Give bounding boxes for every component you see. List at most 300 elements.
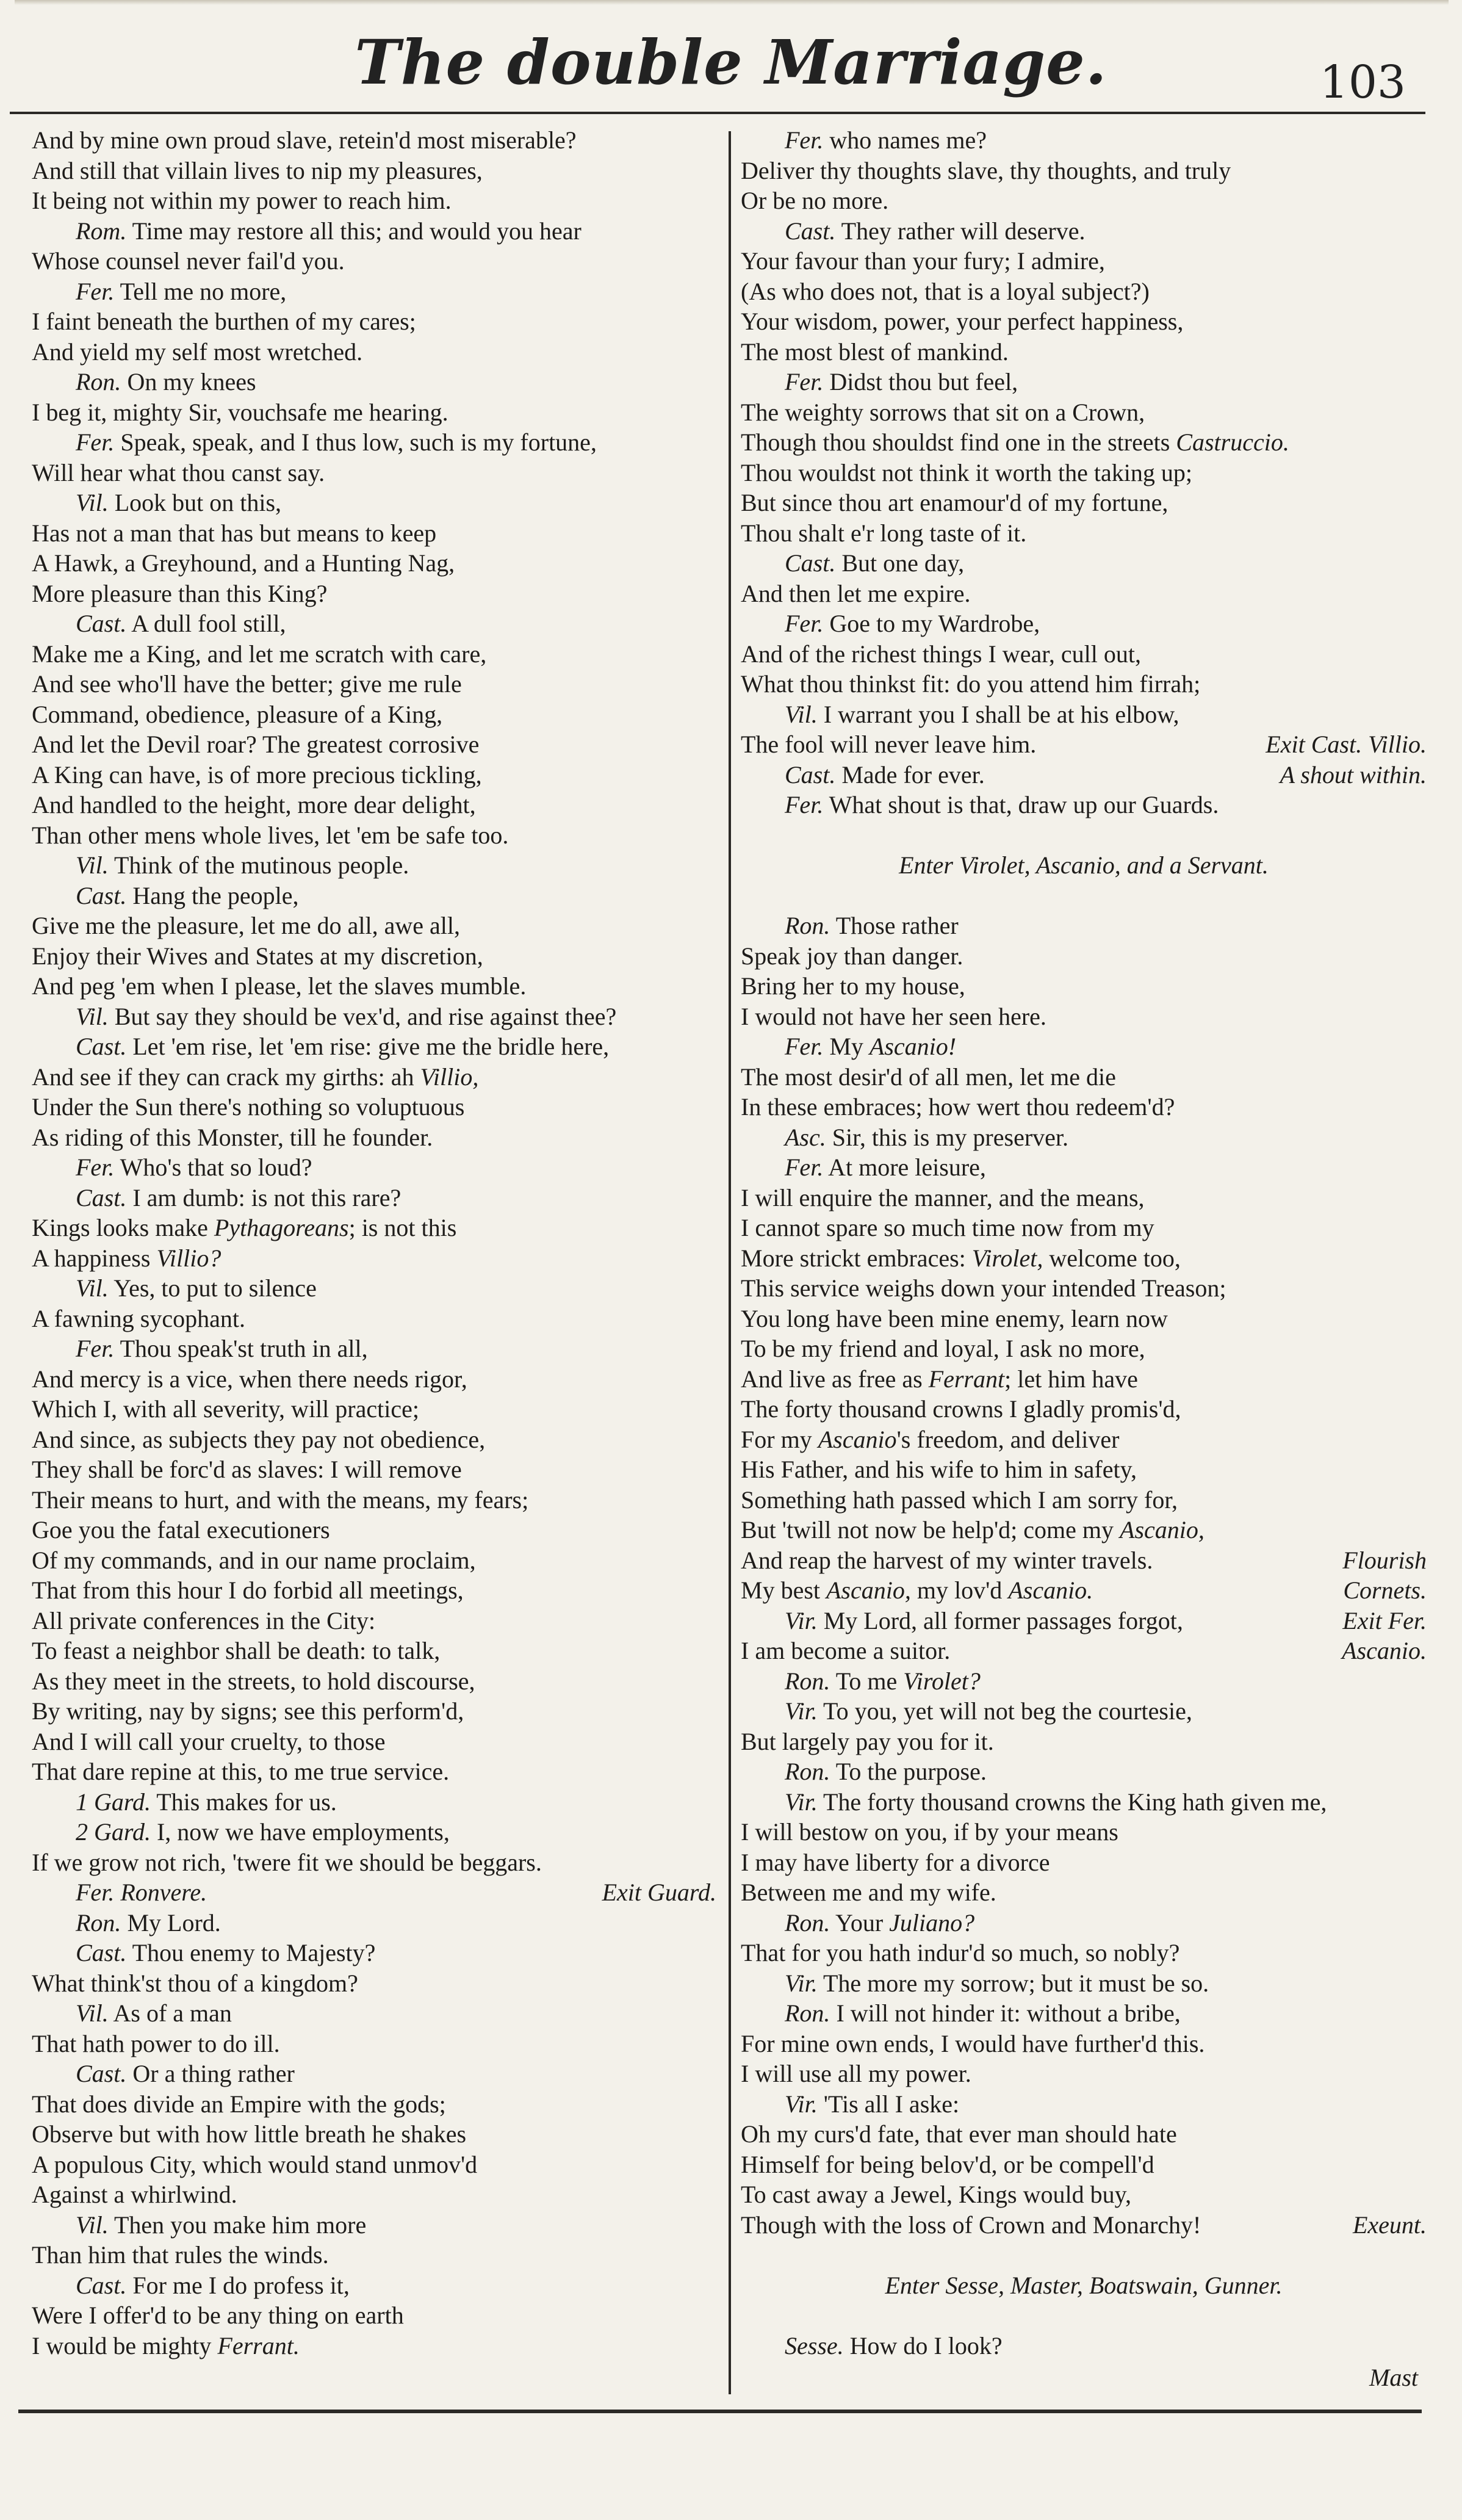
line-text: Enjoy their Wives and States at my discretion,	[32, 942, 483, 970]
verse-line	[32, 1817, 716, 1847]
line-text: It being not within my power to reach him.	[32, 187, 452, 214]
line-text: The most desir'd of all men, let me die	[741, 1063, 1116, 1091]
verse-line	[32, 518, 716, 549]
line-text: That from this hour I do forbid all meetings,	[32, 1576, 464, 1604]
line-text: A dull fool still,	[126, 610, 286, 637]
verse-line	[741, 1968, 1427, 1999]
verse-line	[32, 1998, 716, 2029]
verse-line	[32, 2210, 716, 2240]
verse-line	[741, 639, 1427, 670]
verse-line	[32, 156, 716, 186]
line-text: A King can have, is of more precious tickling,	[32, 760, 482, 789]
verse-line	[741, 2089, 1427, 2120]
line-text: And peg 'em when I please, let the slaves mumble.	[32, 972, 527, 1000]
verse-line	[741, 729, 1427, 760]
line-text: Speak, speak, and I thus low, such is my fortune,	[114, 428, 597, 456]
verse-line	[741, 1636, 1427, 1666]
bottom-rule	[18, 2410, 1422, 2413]
line-text: The most blest of mankind.	[741, 338, 1009, 366]
line-text: Whose counsel never fail'd you.	[32, 247, 345, 275]
line-text: Observe but with how little breath he shakes	[32, 2120, 467, 2148]
line-text: The weighty sorrows that sit on a Crown,	[741, 398, 1145, 426]
line-text: And of the richest things I wear, cull out,	[741, 640, 1142, 668]
verse-line	[741, 1304, 1427, 1334]
italic-name: Ascanio,	[826, 1576, 911, 1604]
verse-line	[741, 2331, 1427, 2361]
verse-line	[32, 1062, 716, 1092]
line-text: Kings looks make	[32, 1214, 214, 1241]
line-text: To be my friend and loyal, I ask no more,	[741, 1335, 1145, 1362]
line-text: And I will call your cruelty, to those	[32, 1727, 386, 1755]
verse-line	[32, 548, 716, 579]
verse-line	[741, 367, 1427, 397]
verse-line	[741, 216, 1427, 247]
verse-line	[32, 850, 716, 881]
line-text: I, now we have employments,	[150, 1818, 450, 1846]
verse-line	[741, 971, 1427, 1002]
line-text: All private conferences in the City:	[32, 1606, 376, 1634]
speaker-name: Cast.	[76, 881, 127, 909]
blank-line	[741, 2300, 1427, 2331]
line-text: My Lord.	[121, 1908, 221, 1937]
line-text: And let the Devil roar? The greatest corrosive	[32, 731, 480, 758]
line-text: I will enquire the manner, and the means,	[741, 1183, 1145, 1211]
line-text: For my	[741, 1425, 818, 1453]
verse-line	[741, 1727, 1427, 1757]
line-text: I would be mighty	[32, 2331, 218, 2359]
verse-line	[741, 518, 1427, 549]
speaker-name: Fer.	[76, 1153, 115, 1181]
stage-entrance: Enter Virolet, Ascanio, and a Servant.	[899, 851, 1269, 879]
speaker-name: Fer.	[785, 1153, 824, 1181]
line-text: To feast a neighbor shall be death: to talk,	[32, 1637, 441, 1664]
right-column	[741, 125, 1427, 2361]
line-text: I faint beneath the burthen of my cares;	[32, 308, 416, 335]
verse-line	[741, 2179, 1427, 2210]
italic-name: Ascanio	[818, 1425, 897, 1453]
line-text: Your favour than your fury; I admire,	[741, 247, 1105, 275]
line-text: Than other mens whole lives, let 'em be safe too.	[32, 821, 509, 849]
line-text: I will not hinder it: without a bribe,	[830, 1999, 1181, 2027]
speaker-name: Ron.	[785, 1758, 830, 1785]
line-text: What thou thinkst fit: do you attend him firrah;	[741, 670, 1201, 698]
verse-line	[32, 2270, 716, 2301]
speaker-name: Vil.	[76, 1274, 109, 1302]
line-text: Thou wouldst not think it worth the taking up;	[741, 458, 1192, 486]
line-text: Give me the pleasure, let me do all, awe all,	[32, 912, 460, 939]
verse-line	[741, 156, 1427, 186]
verse-line	[741, 1756, 1427, 1787]
line-text: That hath power to do ill.	[32, 2029, 280, 2057]
verse-line	[32, 1696, 716, 1727]
speaker-name: Vir.	[785, 1788, 818, 1816]
line-text: And since, as subjects they pay not obedience,	[32, 1425, 486, 1453]
speaker-name: Ron.	[76, 1908, 121, 1937]
speaker-name: Fer.	[785, 368, 824, 395]
italic-name: Ferrant.	[217, 2331, 300, 2359]
verse-line	[32, 1485, 716, 1515]
verse-line	[32, 1666, 716, 1697]
line-text: Of my commands, and in our name proclaim,	[32, 1546, 476, 1574]
line-text: Make me a King, and let me scratch with care,	[32, 640, 487, 668]
line-text: Under the Sun there's nothing so voluptuous	[32, 1093, 465, 1121]
line-text: And reap the harvest of my winter travels.	[741, 1546, 1153, 1574]
speaker-name: Fer.	[76, 1335, 115, 1362]
line-text: Your wisdom, power, your perfect happiness,	[741, 308, 1184, 335]
verse-line	[741, 1213, 1427, 1243]
line-text: Than him that rules the winds.	[32, 2241, 329, 2269]
verse-line	[32, 2029, 716, 2059]
speaker-name: Cast.	[76, 610, 127, 637]
italic-name: Villio?	[156, 1244, 221, 1272]
header-rule	[10, 112, 1425, 114]
verse-line	[741, 760, 1427, 790]
verse-line	[741, 608, 1427, 639]
speaker-name: Cast.	[76, 1033, 127, 1060]
line-text: And then let me expire.	[741, 579, 971, 607]
verse-line	[741, 186, 1427, 216]
verse-line	[32, 699, 716, 730]
speaker-name: Fer.	[785, 791, 824, 818]
verse-line	[32, 1847, 716, 1878]
stage-direction: Exit Cast. Villio.	[1266, 731, 1427, 758]
line-text: Command, obedience, pleasure of a King,	[32, 700, 443, 728]
verse-line	[741, 1545, 1427, 1576]
speaker-name: Fer.	[76, 277, 115, 305]
verse-line	[32, 1364, 716, 1395]
line-text: And mercy is a vice, when there needs rigor,	[32, 1365, 467, 1393]
verse-line	[741, 2059, 1427, 2089]
speaker-name: Fer.	[785, 610, 824, 637]
line-text: ; let him have	[1004, 1365, 1138, 1393]
verse-line	[32, 458, 716, 488]
stage-direction: Ascanio.	[1342, 1637, 1427, 1664]
verse-line	[32, 1908, 716, 1938]
line-text: To you, yet will not beg the courtesie,	[817, 1697, 1192, 1725]
line-text: my lov'd	[910, 1576, 1009, 1604]
verse-line	[741, 1031, 1427, 1062]
verse-line	[32, 2179, 716, 2210]
verse-line	[741, 790, 1427, 820]
line-text: Though with the loss of Crown and Monarchy!	[741, 2211, 1201, 2239]
italic-name: Virolet,	[971, 1244, 1043, 1272]
line-text: The forty thousand crowns I gladly promis'd,	[741, 1395, 1181, 1423]
line-text: My Lord, all former passages forgot,	[817, 1606, 1183, 1634]
page-edge	[15, 0, 1449, 5]
stage-direction: Cornets.	[1343, 1576, 1427, 1604]
speaker-name: Vil.	[785, 700, 818, 728]
verse-line	[741, 125, 1427, 156]
verse-line	[741, 1122, 1427, 1153]
line-text: How do I look?	[843, 2331, 1003, 2359]
speaker-name: Asc.	[785, 1123, 826, 1151]
verse-line	[741, 548, 1427, 579]
verse-line	[741, 579, 1427, 609]
line-text: And handled to the height, more dear delight,	[32, 791, 476, 818]
line-text: But 'twill not now be help'd; come my	[741, 1516, 1120, 1543]
verse-line	[741, 1454, 1427, 1485]
verse-line	[741, 1002, 1427, 1032]
verse-line	[741, 276, 1427, 307]
line-text: For mine own ends, I would have further'd this.	[741, 2029, 1205, 2057]
verse-line	[32, 790, 716, 820]
line-text: Against a whirlwind.	[32, 2181, 237, 2208]
speaker-name: Vir.	[785, 1697, 818, 1725]
speaker-name: Rom.	[76, 217, 127, 245]
verse-line	[32, 1183, 716, 1213]
verse-line	[741, 1424, 1427, 1455]
verse-line	[32, 1213, 716, 1243]
verse-line	[32, 1002, 716, 1032]
verse-line	[32, 1031, 716, 1062]
verse-line	[741, 1606, 1427, 1636]
verse-line	[32, 2300, 716, 2331]
speaker-name: Vil.	[76, 1999, 109, 2027]
stage-entrance: Enter Sesse, Master, Boatswain, Gunner.	[885, 2271, 1283, 2299]
verse-line	[32, 1938, 716, 1968]
verse-line	[32, 2240, 716, 2270]
verse-line	[32, 1394, 716, 1424]
verse-line	[32, 125, 716, 156]
speaker-name: Ron.	[785, 1667, 830, 1695]
line-text: Didst thou but feel,	[823, 368, 1018, 395]
speaker-name: 1 Gard.	[76, 1788, 151, 1816]
stage-direction: Exit Guard.	[602, 1879, 716, 1906]
page-number: 103	[1319, 56, 1406, 109]
line-text: Which I, with all severity, will practice;	[32, 1395, 419, 1423]
verse-line	[741, 1938, 1427, 1968]
verse-line	[32, 1515, 716, 1545]
line-text: And yield my self most wretched.	[32, 338, 363, 366]
verse-line	[32, 306, 716, 337]
line-text: That for you hath indur'd so much, so nobly?	[741, 1939, 1180, 1966]
line-text: I cannot spare so much time now from my	[741, 1214, 1154, 1241]
verse-line	[741, 1666, 1427, 1697]
verse-line	[32, 971, 716, 1002]
verse-line	[741, 488, 1427, 518]
verse-line	[32, 1575, 716, 1606]
line-text: Thou shalt e'r long taste of it.	[741, 519, 1027, 547]
speaker-name: Ron.	[785, 1999, 830, 2027]
line-text: I may have liberty for a divorce	[741, 1848, 1050, 1876]
verse-line	[32, 820, 716, 851]
line-text: Those rather	[830, 912, 959, 939]
line-text: Oh my curs'd fate, that ever man should hate	[741, 2120, 1177, 2148]
line-text: My best	[741, 1576, 826, 1604]
line-text: My	[823, 1033, 870, 1060]
speaker-name: Ron.	[785, 912, 830, 939]
line-text: His Father, and his wife to him in safety,	[741, 1456, 1137, 1483]
verse-line	[741, 2029, 1427, 2059]
line-text: The forty thousand crowns the King hath given me,	[817, 1788, 1327, 1816]
line-text: For me I do profess it,	[126, 2271, 350, 2299]
verse-line	[741, 1817, 1427, 1847]
verse-line	[32, 1968, 716, 1999]
speaker-name: Cast.	[785, 217, 836, 245]
catchword: Mast	[1369, 2364, 1418, 2391]
verse-line	[32, 669, 716, 699]
line-text: Their means to hurt, and with the means, my fears;	[32, 1486, 529, 1514]
verse-line	[741, 1183, 1427, 1213]
line-text: A Hawk, a Greyhound, and a Hunting Nag,	[32, 549, 455, 577]
line-text: And by mine own proud slave, retein'd most miserable?	[32, 126, 577, 154]
line-text: Or a thing rather	[126, 2060, 295, 2087]
verse-line	[741, 1485, 1427, 1515]
blank-line	[741, 881, 1427, 911]
line-text: But say they should be vex'd, and rise against thee?	[108, 1002, 617, 1030]
verse-line	[741, 669, 1427, 699]
verse-line	[741, 2150, 1427, 2180]
verse-line	[741, 1092, 1427, 1122]
line-text: Though thou shouldst find one in the streets	[741, 428, 1176, 456]
verse-line	[741, 1877, 1427, 1908]
speaker-name: Cast.	[785, 549, 836, 577]
verse-line	[741, 397, 1427, 428]
verse-line	[741, 1243, 1427, 1274]
verse-line	[32, 1092, 716, 1122]
line-text: What think'st thou of a kingdom?	[32, 1969, 358, 1997]
line-text: Yes, to put to silence	[108, 1274, 317, 1302]
verse-line	[32, 1756, 716, 1787]
line-text: I am dumb: is not this rare?	[126, 1183, 402, 1211]
line-text: I beg it, mighty Sir, vouchsafe me hearing.	[32, 398, 448, 426]
line-text: Tell me no more,	[114, 277, 287, 305]
verse-line	[32, 2150, 716, 2180]
line-text: On my knees	[121, 368, 256, 395]
line-text: In these embraces; how wert thou redeem'd?	[741, 1093, 1175, 1121]
italic-name: Ascanio,	[1120, 1516, 1205, 1543]
verse-line	[741, 699, 1427, 730]
verse-line	[32, 2059, 716, 2089]
line-text: Then you make him more	[108, 2211, 367, 2239]
line-text: Speak joy than danger.	[741, 942, 963, 970]
line-text: Look but on this,	[108, 489, 282, 516]
line-text: The more my sorrow; but it must be so.	[817, 1969, 1209, 1997]
verse-line	[741, 1787, 1427, 1818]
verse-line	[32, 760, 716, 790]
verse-line	[32, 488, 716, 518]
line-text: They shall be forc'd as slaves: I will remove	[32, 1456, 462, 1483]
verse-line	[32, 579, 716, 609]
speaker-name: 2 Gard.	[76, 1818, 151, 1846]
verse-line	[741, 1062, 1427, 1092]
line-text: This makes for us.	[150, 1788, 337, 1816]
italic-name: Pythagoreans	[214, 1214, 349, 1241]
verse-line	[741, 1575, 1427, 1606]
verse-line	[32, 941, 716, 972]
verse-line	[741, 1696, 1427, 1727]
line-text: But since thou art enamour'd of my fortune,	[741, 489, 1169, 516]
line-text: What shout is that, draw up our Guards.	[823, 791, 1219, 818]
line-text: Were I offer'd to be any thing on earth	[32, 2302, 404, 2329]
speaker-name: Cast.	[76, 1183, 127, 1211]
italic-name: Ferrant	[928, 1365, 1005, 1393]
verse-line	[741, 246, 1427, 276]
verse-line	[32, 1304, 716, 1334]
verse-line	[32, 397, 716, 428]
verse-line	[32, 1877, 716, 1908]
line-text: Sir, this is my preserver.	[826, 1123, 1069, 1151]
verse-line	[32, 1606, 716, 1636]
verse-line	[32, 1152, 716, 1183]
line-text: Goe to my Wardrobe,	[823, 610, 1040, 637]
verse-line	[32, 1243, 716, 1274]
line-text: I warrant you I shall be at his elbow,	[817, 700, 1179, 728]
verse-line	[32, 1545, 716, 1576]
speaker-name: Cast.	[76, 2271, 127, 2299]
blank-line	[741, 2240, 1427, 2270]
verse-line	[32, 608, 716, 639]
line-text: Will hear what thou canst say.	[32, 458, 325, 486]
speaker-name: Vir.	[785, 1969, 818, 1997]
speaker-name: Fer.	[76, 1879, 115, 1906]
verse-line	[32, 427, 716, 458]
line-text: As of a man	[108, 1999, 232, 2027]
verse-line	[741, 306, 1427, 337]
line-text: As riding of this Monster, till he founder.	[32, 1123, 433, 1151]
italic-name: Castruccio.	[1176, 428, 1289, 456]
line-text: As they meet in the streets, to hold discourse,	[32, 1667, 475, 1695]
line-text: Hang the people,	[126, 881, 299, 909]
verse-line	[741, 2210, 1427, 2240]
line-text: And see who'll have the better; give me rule	[32, 670, 462, 698]
line-text: Has not a man that has but means to keep	[32, 519, 437, 547]
line-text: (As who does not, that is a loyal subject?)	[741, 277, 1150, 305]
line-text	[114, 1879, 120, 1906]
line-text: And see if they can crack my girths: ah	[32, 1063, 420, 1091]
verse-line	[741, 1908, 1427, 1938]
line-text: This service weighs down your intended Treason;	[741, 1274, 1226, 1302]
line-text: A populous City, which would stand unmov'd	[32, 2150, 478, 2178]
line-text: And live as free as	[741, 1365, 929, 1393]
verse-line	[32, 2089, 716, 2120]
line-text: Let 'em rise, let 'em rise: give me the bridle here,	[126, 1033, 610, 1060]
line-text: I will use all my power.	[741, 2060, 971, 2087]
blank-line	[741, 820, 1427, 851]
stage-direction: Flourish	[1342, 1546, 1427, 1574]
line-text: At more leisure,	[823, 1153, 986, 1181]
line-text: You long have been mine enemy, learn now	[741, 1304, 1168, 1332]
verse-line	[741, 2119, 1427, 2150]
verse-line	[32, 881, 716, 911]
verse-line	[741, 1847, 1427, 1878]
verse-line	[741, 1394, 1427, 1424]
speaker-name: Vil.	[76, 851, 109, 879]
speaker-name: Sesse.	[785, 2331, 844, 2359]
italic-name: Virolet?	[903, 1667, 981, 1695]
line-text: A fawning sycophant.	[32, 1304, 245, 1332]
speaker-name: Vir.	[785, 1606, 818, 1634]
verse-line	[32, 1787, 716, 1818]
italic-name: Ronvere.	[120, 1879, 207, 1906]
line-text: 'Tis all I aske:	[817, 2090, 960, 2118]
verse-line	[32, 186, 716, 216]
verse-line	[32, 639, 716, 670]
verse-line	[741, 1998, 1427, 2029]
verse-line	[32, 1727, 716, 1757]
line-text: Himself for being belov'd, or be compell'd	[741, 2150, 1154, 2178]
line-text: Goe you the fatal executioners	[32, 1516, 330, 1543]
line-text: Something hath passed which I am sorry for,	[741, 1486, 1178, 1514]
line-text: They rather will deserve.	[835, 217, 1086, 245]
line-text: But one day,	[835, 549, 965, 577]
verse-line	[32, 276, 716, 307]
column-divider	[729, 131, 731, 2394]
verse-line	[32, 729, 716, 760]
line-text: The fool will never leave him.	[741, 731, 1037, 758]
line-text: Between me and my wife.	[741, 1879, 996, 1906]
speaker-name: Fer.	[785, 1033, 824, 1060]
